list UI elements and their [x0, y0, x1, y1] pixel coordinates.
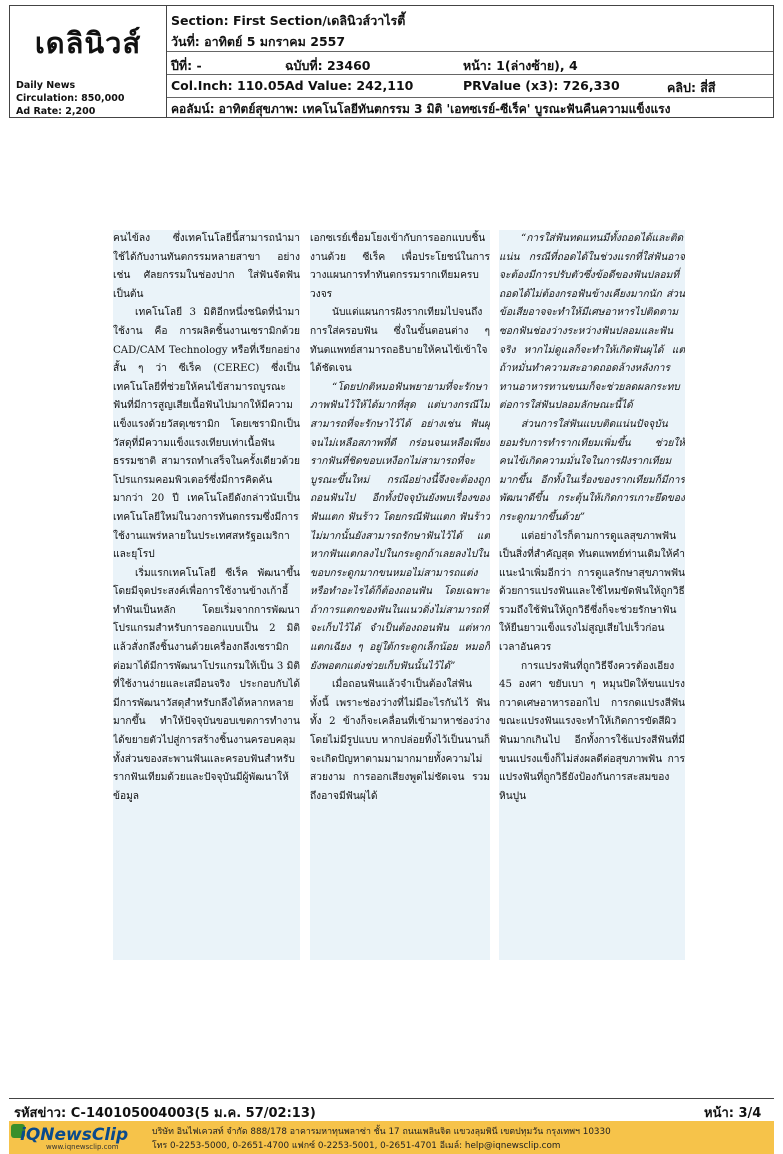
section-label: Section: First Section/เดลินิวส์วาไรตี้ [171, 13, 406, 28]
clip-label: คลิป: สี่สี [667, 80, 716, 95]
paragraph: ส่วนการใส่ฟันแบบติดแน่นปัจจุบันยอมรับการทำรากเทียมเพิ่มขึ้น ช่วยให้คนไข้เกิดความมั่นใจในการฝังรากเทียมมากขึ้น อีกทั้งในเรื่องของรากเทียมก็มีการพัฒนาดีขึ้น กระตุ้นให้เกิดการเกาะยึดของกระดูกมากขึ้นด้วย” [499, 418, 685, 523]
advalue-label: Ad Value: 242,110 [285, 78, 414, 93]
metadata-block [167, 6, 773, 117]
stat-adrate: Ad Rate: 2,200 [16, 106, 96, 117]
paragraph: การแปรงฟันที่ถูกวิธีจึงควรต้องเอียง 45 องศา ขยับเบา ๆ หมุนปัดให้ขนแปรงกวาดเศษอาหารออกไป การกดแปรงสีฟันขณะแปรงฟันแรงจะทำให้เกิดการขัดสีผิวฟันมากเกินไป อีกทั้งการใช้แปรงสีฟันที่มีขนแปรงแข็งก็ไม่ส่งผลดีต่อสุขภาพฟัน การแปรงฟันที่ถูกวิธียังป้องกันการสะสมของหินปูน [499, 660, 685, 802]
prvalue-label: PRValue (x3): 726,330 [463, 78, 620, 93]
year-label: ปีที่: - [171, 58, 202, 73]
paragraph: เทคโนโลยี 3 มิติอีกหนึ่งชนิดที่นำมาใช้งาน คือ การผลิตชิ้นงานเซรามิกด้วย CAD/CAM Technology หรือที่เรียกอย่างสั้น ๆ ว่า ซีเร็ค (CEREC) ซึ่งเป็นเทคโนโลยีที่ช่วยให้คนไข้สามารถบูรณะฟันที่มีการสูญเสียเนื้อฟันไปมากให้มีความแข็งแรงด้วยวัสดุเซรามิก โดยเซรามิกเป็นวัสดุที่มีความแข็งแรงเทียบเท่าเนื้อฟันธรรมชาติ สามารถทำเสร็จในครั้งเดียวด้วยโปรแกรมคอมพิวเตอร์ซึ่งมีการคิดค้นมากว่า 20 ปี เทคโนโลยีดังกล่าวนับเป็นเทคโนโลยีใหม่ในวงการทันตกรรมซึ่งมีการใช้งานแพร่หลายในประเทศสหรัฐอเมริกาและยุโรป [113, 307, 300, 561]
footer-divider [9, 1098, 774, 1099]
paragraph: “การใส่ฟันทดแทนมีทั้งถอดได้และติดแน่น กรณีที่ถอดได้ในช่วงแรกที่ใส่ฟันอาจจะต้องมีการปรับตัวซึ่งข้อดีของฟันปลอมที่ถอดได้ไม่ต้องกรอฟันข้างเคียงมากนัก ส่วนข้อเสียอาจจะทำให้มีเศษอาหารไปติดตามซอกฟันช่องว่างระหว่างฟันปลอมและฟันจริง หากไม่ดูแลก็จะทำให้เกิดฟันผุได้ แต่ถ้าหมั่นทำความสะอาดถอดล้างหลังการทานอาหารทานขนมก็จะช่วยลดผลกระทบต่อการใส่ฟันปลอมลักษณะนี้ได้ [499, 233, 685, 412]
company-address: บริษัท อินไฟเควสท์ จำกัด 888/178 อาคารมหาทุนพลาซ่า ชั้น 17 ถนนเพลินจิต แขวงลุมพินี เขตปทุมวัน กรุงเทพฯ 10330 [152, 1127, 611, 1137]
issue-label: ฉบับที่: 23460 [285, 58, 371, 73]
news-code [14, 1102, 316, 1123]
date-label: วันที่: อาทิตย์ 5 มกราคม 2557 [171, 34, 346, 49]
article-column-2 [310, 230, 490, 960]
stat-circulation: Circulation: 850,000 [16, 93, 125, 104]
newspaper-logo: เดลินิวส์ [34, 26, 142, 60]
paragraph: นับแต่แผนการฝังรากเทียมไปจนถึงการใส่ครอบฟัน ซึ่งในขั้นตอนต่าง ๆ ทันตแพทย์สามารถอธิบายให้คนไข้เข้าใจได้ชัดเจน [310, 307, 490, 375]
paragraph: “โดยปกติหมอฟันพยายามที่จะรักษาภาพฟันไว้ให้ได้มากที่สุด แต่บางกรณีไม่สามารถที่จะรักษาไว้ได้ อย่างเช่น ฟันผุจนไม่เหลือสภาพที่ดี กร่อนจนเหลือเพียงรากฟันที่ชิดขอบเหงือกไม่สามารถที่จะบูรณะขึ้นใหม่ กรณีอย่างนี้จึงจะต้องถูกถอนฟันไป อีกทั้งปัจจุบันยังพบเรื่องของฟันแตก ฟันร้าว โดยกรณีฟันแตก ฟันร้าวไม่มากนั้นยังสามารถรักษาฟันไว้ได้ แต่หากฟันแตกลงไปในกระดูกถ้าเลยลงไปในขอบกระดูกมากขนหมอไม่สามารถแต่งหรือทำอะไรได้ก็ต้องถอนฟัน โดยเฉพาะถ้าการแตกของฟันในแนวดิ่งไม่สามารถที่จะเก็บไว้ได้ จำเป็นต้องถอนฟัน แต่หากแตกเฉียง ๆ อยู่ใต้กระดูกเล็กน้อย หมอก็ยังพอตกแต่งช่วยเก็บฟันนั้นไว้ได้” [310, 381, 490, 672]
clipping-header [9, 5, 774, 118]
publication-block [10, 6, 167, 117]
news-code-label: รหัสข่าว: [14, 1106, 67, 1121]
column-label: คอลัมน์: อาทิตย์สุขภาพ: เทคโนโลยีทันตกรรม 3 มิติ 'เอทซเรย์-ซีเร็ค' บูรณะฟันคืนความแข็งแรง [171, 102, 671, 116]
paragraph: เริ่มแรกเทคโนโลยี ซีเร็ค พัฒนาขึ้นโดยมีจุดประสงค์เพื่อการใช้งานข้างเก้าอี้ทำฟันเป็นหลัก โดยเริ่มจากการพัฒนาโปรแกรมสำหรับการออกแบบเป็น 2 มิติแล้วสั่งกลึงชิ้นงานด้วยเครื่องกลึงเซรามิก ต่อมาได้มีการพัฒนาโปรแกรมให้เป็น 3 มิติที่ใช้งานง่ายและเสมือนจริง ประกอบกับได้มีการพัฒนาวัสดุสำหรับกลึงได้หลากหลายมากขึ้น ทำให้ปัจจุบันขอบเขตการทำงานได้ขยายตัวไปสู่การสร้างชิ้นงานครอบคลุมทั้งส่วนของสะพานฟันและครอบฟันสำหรับรากฟันเทียมด้วยและปัจจุบันมีผู้พัฒนาให้ข้อมูล [113, 567, 300, 802]
news-code-value: C-140105004003(5 ม.ค. 57/02:13) [70, 1106, 316, 1121]
article-column-3 [499, 230, 685, 960]
paragraph: แต่อย่างไรก็ตามการดูแลสุขภาพฟันเป็นสิ่งที่สำคัญสุด ทันตแพทย์ท่านเดิมให้คำแนะนำเพิ่มอีกว่า การดูแลรักษาสุขภาพฟันด้วยการแปรงฟันและใช้ไหมขัดฟันให้ถูกวิธี รวมถึงใช้ฟันให้ถูกวิธีซึ่งก็จะช่วยรักษาฟันให้ยืนยาวแข็งแรงไม่สูญเสียไปเร็วก่อนเวลาอันควร [499, 530, 685, 654]
iqnewsclip-url[interactable]: www.iqnewsclip.com [46, 1143, 119, 1151]
page-number: หน้า: 3/4 [704, 1106, 762, 1121]
colinch-label: Col.Inch: 110.05 [171, 78, 286, 93]
iqnewsclip-brand: iQNewsClip [20, 1125, 129, 1145]
company-contact: โทร 0-2253-5000, 0-2651-4700 แฟกซ์ 0-2253-5001, 0-2651-4701 อีเมล์: help@iqnewsclip.com [152, 1141, 561, 1151]
paragraph: เมื่อถอนฟันแล้วจำเป็นต้องใส่ฟัน ทั้งนี้ เพราะช่องว่างที่ไม่มีอะไรกันไว้ ฟันทั้ง 2 ข้างก็จะเคลื่อนที่เข้ามาหาช่องว่างโดยไม่มีรูปแบบ หากปล่อยทิ้งไว้เป็นนานก็จะเกิดปัญหาตามมามากมายทั้งความไม่สวยงาม การออกเสียงพูดไม่ชัดเจน รวมถึงอาจมีฟันผุได้ [310, 679, 490, 802]
paragraph: คนไข้ลง ซึ่งเทคโนโลยีนี้สามารถนำมาใช้ได้กับงานทันตกรรมหลายสาขา อย่างเช่น ศัลยกรรมในช่องปาก ใส่ฟันจัดฟัน เป็นต้น [113, 233, 300, 300]
page-label: หน้า: 1(ล่างซ้าย), 4 [463, 58, 578, 73]
article-column-1 [113, 230, 300, 960]
stat-name: Daily News [16, 80, 76, 91]
paragraph: เอกซเรย์เชื่อมโยงเข้ากับการออกแบบชิ้นงานด้วย ซีเร็ค เพื่อประโยชน์ในการวางแผนการทำทันตกรรมรากเทียมครบวงจร [310, 233, 490, 300]
